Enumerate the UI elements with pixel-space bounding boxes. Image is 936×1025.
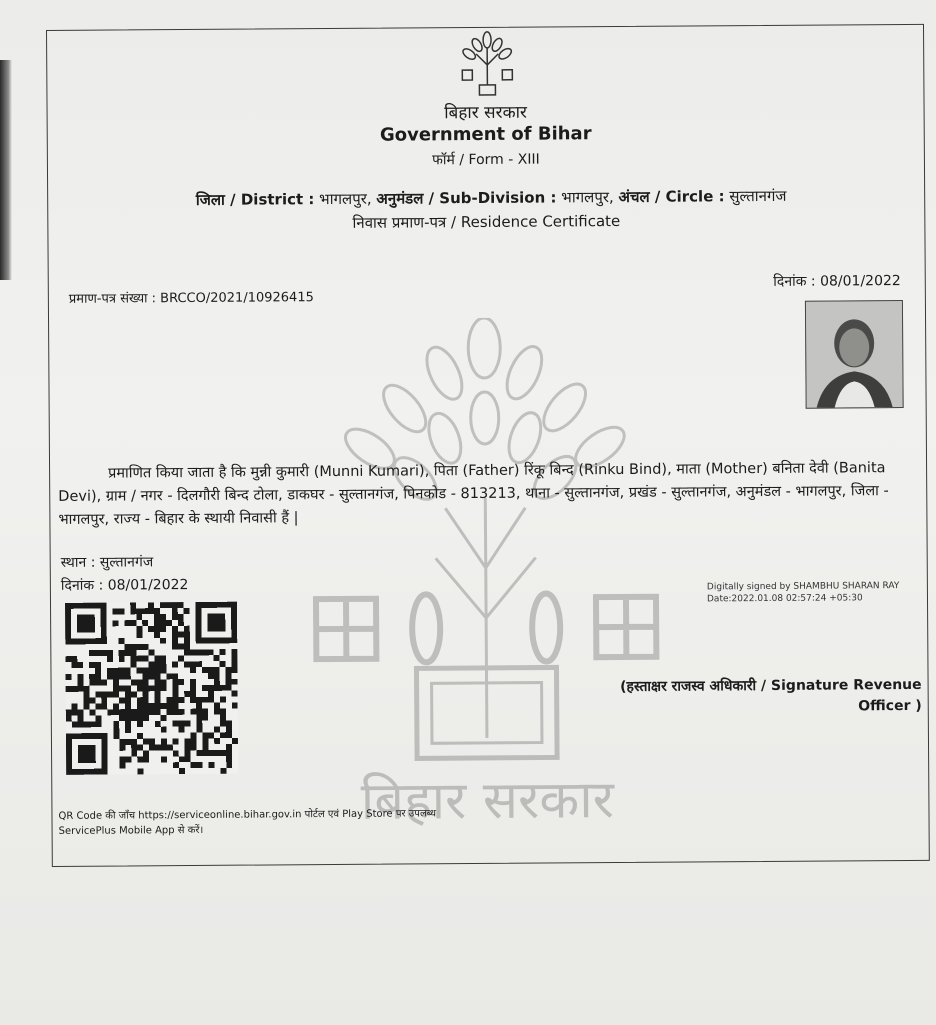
- page-edge-shadow: [0, 60, 12, 280]
- applicant-photo: [805, 300, 904, 409]
- signature-label-line2: Officer ): [858, 697, 922, 715]
- district-label: जिला / District :: [195, 190, 315, 209]
- certificate-title: निवास प्रमाण-पत्र / Residence Certificate: [352, 211, 621, 232]
- qr-note-line1: QR Code की जाँच https://serviceonline.bihar.gov.in पोर्टल एवं Play Store पर उपलब्ध: [58, 808, 437, 822]
- watermark-text: बिहार सरकार: [360, 770, 615, 832]
- bihar-emblem-logo: [452, 30, 522, 98]
- certificate-number: प्रमाण-पत्र संख्या : BRCCO/2021/10926415: [68, 290, 314, 307]
- place-date: दिनांक : 08/01/2022: [60, 577, 189, 594]
- circle-label: अंचल / Circle :: [618, 187, 725, 207]
- digital-signature-name: Digitally signed by SHAMBHU SHARAN RAY: [706, 581, 900, 593]
- signature-label-line1: (हस्ताक्षर राजस्व अधिकारी / Signature Revenue: [620, 676, 922, 696]
- digital-signature: [707, 580, 900, 605]
- district-value: भागलपुर,: [319, 189, 372, 209]
- subdivision-value: भागलपुर,: [561, 188, 614, 207]
- bihar-emblem-watermark: [294, 317, 678, 840]
- certificate-body: प्रमाणित किया जाता है कि मुन्नी कुमारी (Munni Kumari), पिता (Father) रिंकू बिन्द (Rinku Bind), माता (Mother) बनिता देवी (Banita Devi), ग्राम / नगर - दिलगौरी बिन्द टोला, डाकघर - सुल्तानगंज, पिनकोड - 813213, थाना - सुल्तानगंज, प्रखंड - सुल्तानगंज, अनुमंडल - भागलपुर, जिला - भागलपुर, राज्य - बिहार के स्थायी निवासी हैं |: [58, 460, 889, 528]
- qr-note-line2: ServicePlus Mobile App से करें।: [58, 824, 204, 837]
- subdivision-label: अनुमंडल / Sub-Division :: [376, 188, 557, 208]
- circle-value: सुल्तानगंज: [729, 186, 787, 206]
- location-line: [98, 185, 884, 210]
- qr-verification-note: [58, 806, 528, 839]
- govt-title-english: Government of Bihar: [379, 123, 592, 146]
- issue-date: दिनांक : 08/01/2022: [773, 273, 901, 290]
- place-of-issue: स्थान : सुल्तानगंज: [60, 554, 154, 571]
- certificate-frame: [46, 24, 930, 867]
- qr-code[interactable]: [65, 602, 238, 775]
- digital-signature-date: Date:2022.01.08 02:57:24 +05:30: [706, 593, 863, 605]
- govt-title-hindi: बिहार सरकार: [444, 102, 528, 124]
- signature-label: [572, 675, 922, 719]
- form-number: फॉर्म / Form - XIII: [432, 151, 540, 169]
